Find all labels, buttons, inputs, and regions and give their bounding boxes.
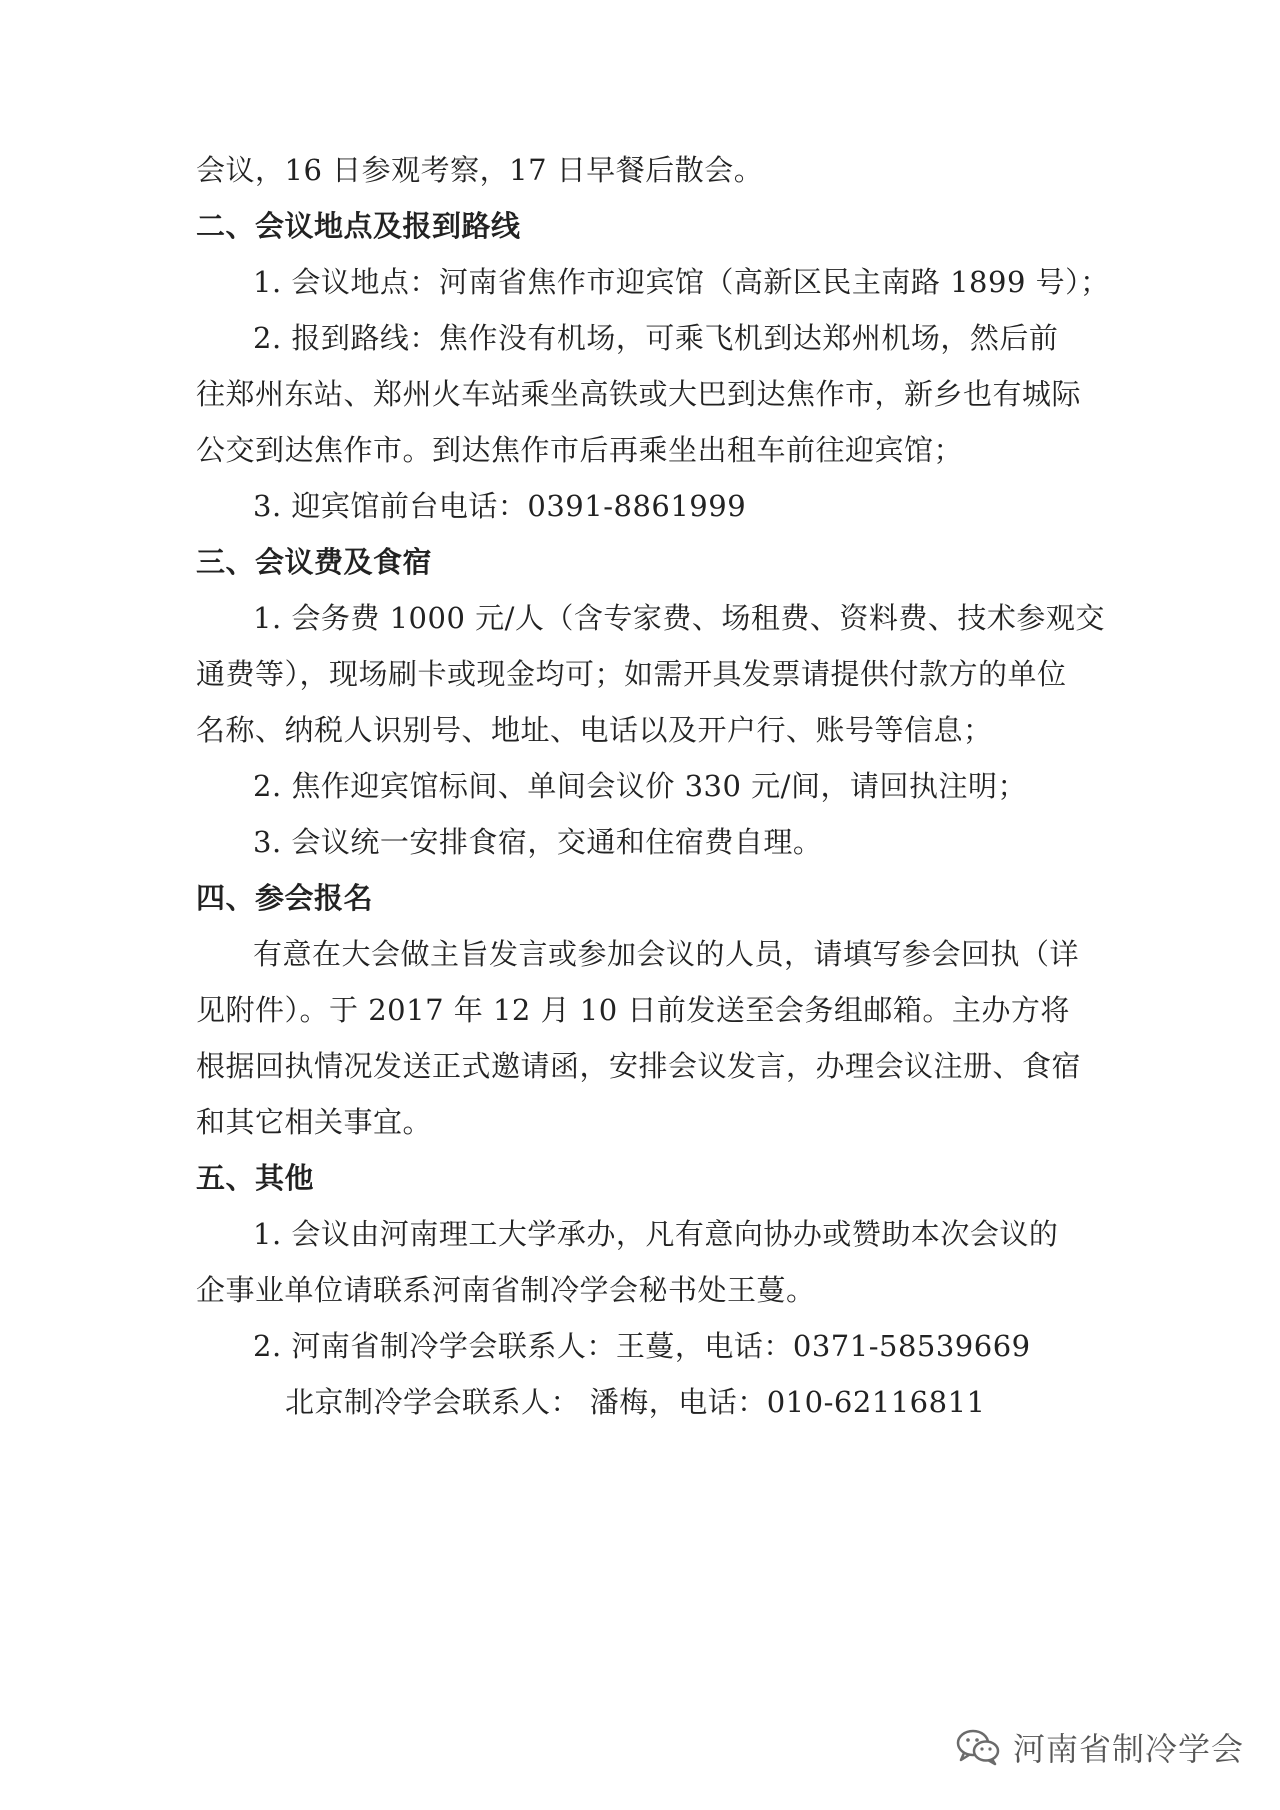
text-line-16: 见附件）。于 2017 年 12 月 10 日前发送至会务组邮箱。主办方将 <box>196 993 1070 1027</box>
text-line-18: 和其它相关事宜。 <box>196 1105 433 1139</box>
text-line-5: 往郑州东站、郑州火车站乘坐高铁或大巴到达焦作市，新乡也有城际 <box>196 377 1082 411</box>
text-line-12: 2. 焦作迎宾馆标间、单间会议价 330 元/间，请回执注明； <box>253 769 1027 803</box>
text-line-10: 通费等），现场刷卡或现金均可；如需开具发票请提供付款方的单位 <box>196 657 1067 691</box>
watermark-text: 河南省制冷学会 <box>1012 1730 1244 1768</box>
text-line-3: 1. 会议地点：河南省焦作市迎宾馆（高新区民主南路 1899 号）； <box>253 265 1110 299</box>
text-line-17: 根据回执情况发送正式邀请函，安排会议发言，办理会议注册、食宿 <box>196 1049 1082 1083</box>
text-line-1: 会议，16 日参观考察，17 日早餐后散会。 <box>196 153 764 187</box>
section-heading-3: 三、会议费及食宿 <box>196 545 433 579</box>
text-line-6: 公交到达焦作市。到达焦作市后再乘坐出租车前往迎宾馆； <box>196 433 964 467</box>
section-heading-5: 五、其他 <box>196 1161 315 1195</box>
watermark <box>955 1724 1244 1770</box>
text-line-7: 3. 迎宾馆前台电话：0391-8861999 <box>253 489 747 523</box>
text-line-4: 2. 报到路线：焦作没有机场，可乘飞机到达郑州机场，然后前 <box>253 321 1059 355</box>
text-line-21: 企事业单位请联系河南省制冷学会秘书处王蔓。 <box>196 1273 816 1307</box>
contact-line-henan: 2. 河南省制冷学会联系人：王蔓，电话：0371-58539669 <box>253 1329 1031 1363</box>
text-line-20: 1. 会议由河南理工大学承办，凡有意向协办或赞助本次会议的 <box>253 1217 1059 1251</box>
text-line-15: 有意在大会做主旨发言或参加会议的人员，请填写参会回执（详 <box>253 937 1080 971</box>
text-line-9: 1. 会务费 1000 元/人（含专家费、场租费、资料费、技术参观交 <box>253 601 1105 635</box>
wechat-icon <box>955 1727 1001 1767</box>
text-line-11: 名称、纳税人识别号、地址、电话以及开户行、账号等信息； <box>196 713 993 747</box>
text-line-13: 3. 会议统一安排食宿，交通和住宿费自理。 <box>253 825 823 859</box>
section-heading-2: 二、会议地点及报到路线 <box>196 209 521 243</box>
section-heading-4: 四、参会报名 <box>196 881 374 915</box>
contact-line-beijing: 北京制冷学会联系人： 潘梅，电话：010-62116811 <box>285 1385 986 1419</box>
